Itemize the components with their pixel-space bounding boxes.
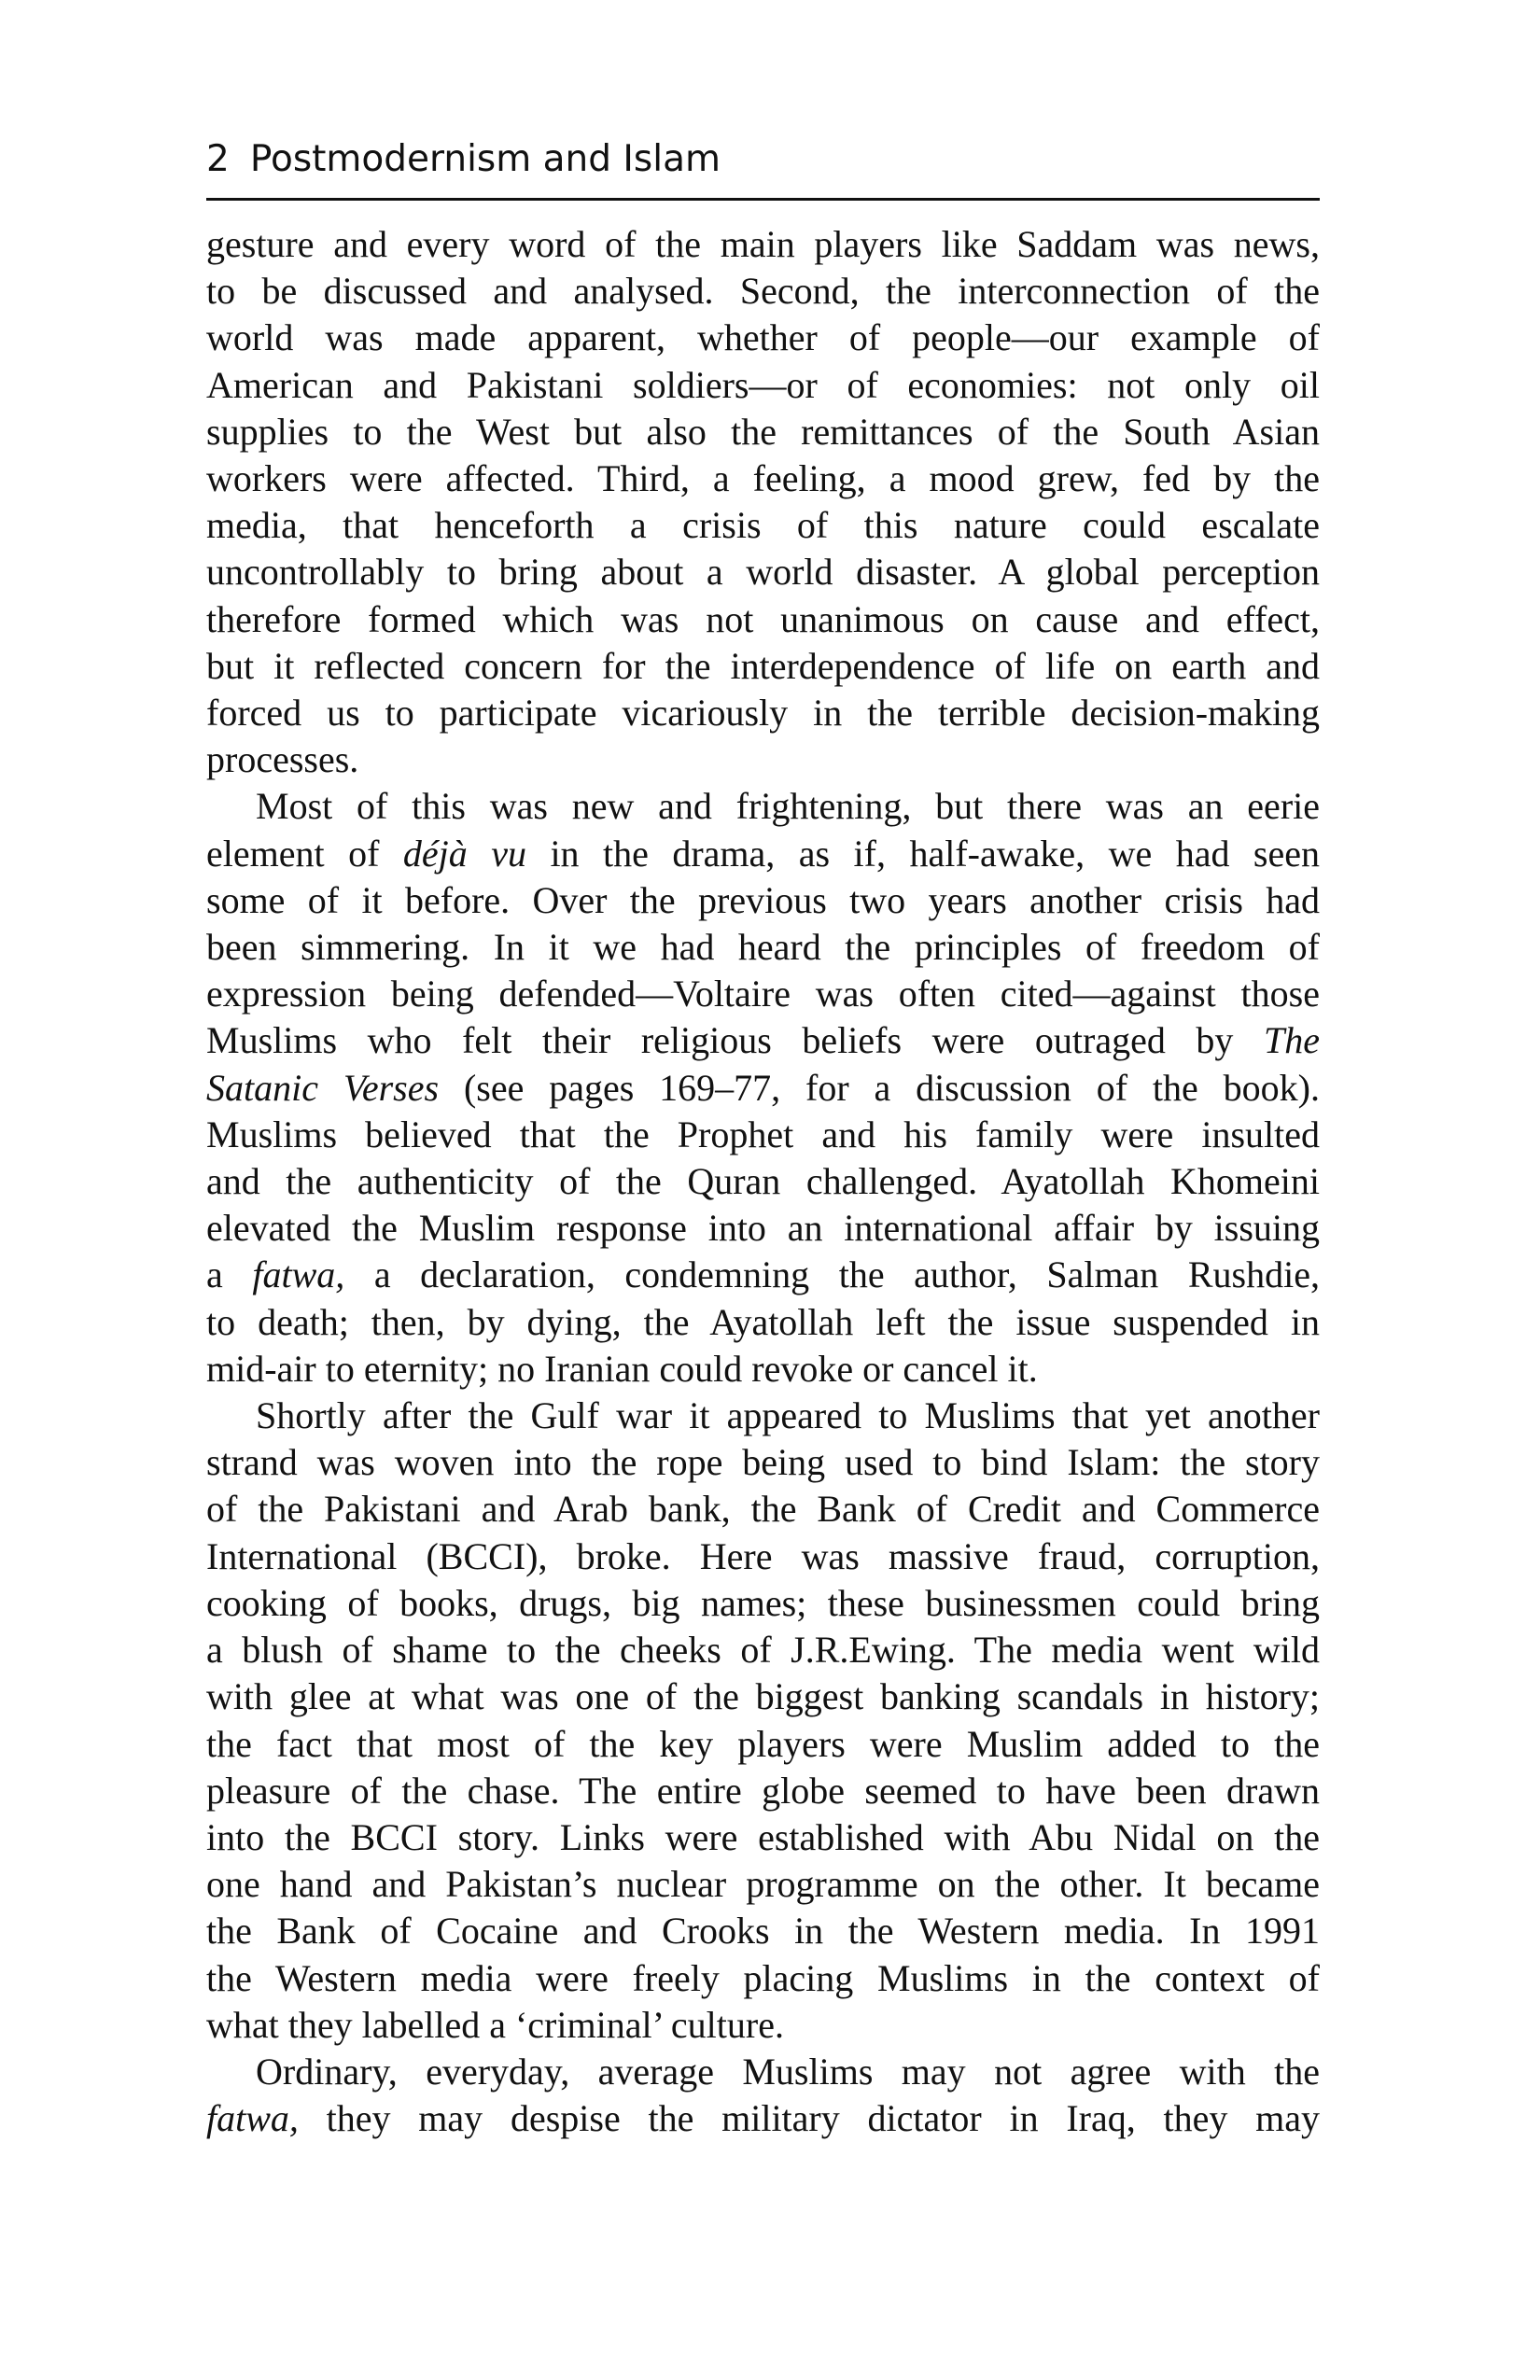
text-line bbox=[206, 1580, 1320, 1627]
text-run: to death; then, by dying, the Ayatollah left the issue suspended in bbox=[206, 1300, 1320, 1343]
text-line bbox=[206, 1017, 1320, 1064]
text-run: into the BCCI story. Links were established with Abu Nidal on the bbox=[206, 1815, 1320, 1858]
text-line bbox=[206, 409, 1320, 455]
text-line bbox=[206, 268, 1320, 315]
text-run: mid-air to eternity; no Iranian could revoke or cancel it. bbox=[206, 1347, 1038, 1390]
text-run: a blush of shame to the cheeks of J.R.Ewing. The media went wild bbox=[206, 1629, 1320, 1672]
text-line bbox=[206, 924, 1320, 971]
text-line bbox=[206, 1955, 1320, 2002]
text-line bbox=[206, 596, 1320, 643]
text-run: cooking of books, drugs, big names; these businessmen could bring bbox=[206, 1581, 1320, 1624]
text-run: in the drama, as if, half-awake, we had seen bbox=[525, 832, 1320, 875]
text-run: supplies to the West but also the remittances of the South Asian bbox=[206, 410, 1320, 453]
running-title: Postmodernism and Islam bbox=[249, 138, 721, 180]
text-run: world was made apparent, whether of people—our example of bbox=[206, 316, 1320, 359]
text-run: American and Pakistani soldiers—or of economies: not only oil bbox=[206, 363, 1320, 406]
italic-text: fatwa, bbox=[206, 2097, 299, 2140]
text-run: with glee at what was one of the biggest banking scandals in history; bbox=[206, 1675, 1320, 1718]
italic-text: déjà vu bbox=[402, 832, 526, 875]
text-line bbox=[206, 549, 1320, 595]
book-page bbox=[206, 140, 1320, 2142]
text-run: the Western media were freely placing Muslims in the context of bbox=[206, 1956, 1320, 1999]
text-run: Most of this was new and frightening, but there was an eerie bbox=[256, 785, 1320, 828]
text-line bbox=[206, 690, 1320, 736]
text-run: but it reflected concern for the interdependence of life on earth and bbox=[206, 644, 1320, 687]
running-header bbox=[206, 140, 1320, 201]
text-run: been simmering. In it we had heard the principles of freedom of bbox=[206, 926, 1320, 969]
text-line bbox=[206, 502, 1320, 549]
text-line bbox=[206, 1486, 1320, 1533]
text-line bbox=[206, 736, 1320, 783]
text-line bbox=[206, 1721, 1320, 1768]
text-run: media, that henceforth a crisis of this nature could escalate bbox=[206, 504, 1320, 547]
page-number: 2 bbox=[206, 138, 230, 180]
text-line bbox=[206, 1673, 1320, 1720]
text-run: expression being defended—Voltaire was often cited—against those bbox=[206, 973, 1320, 1015]
text-run: processes. bbox=[206, 738, 359, 781]
text-run: therefore formed which was not unanimous on cause and effect, bbox=[206, 597, 1320, 640]
text-line bbox=[206, 455, 1320, 502]
text-run: they may despise the military dictator in Iraq, they may bbox=[298, 2097, 1320, 2140]
text-line bbox=[206, 1768, 1320, 1814]
text-line bbox=[206, 1533, 1320, 1580]
text-line bbox=[206, 1252, 1320, 1298]
text-line bbox=[206, 1908, 1320, 1954]
text-run: the Bank of Cocaine and Crooks in the Western media. In 1991 bbox=[206, 1910, 1320, 1953]
text-run: strand was woven into the rope being used to bind Islam: the story bbox=[206, 1441, 1320, 1484]
text-run: and the authenticity of the Quran challenged. Ayatollah Khomeini bbox=[206, 1160, 1320, 1203]
text-line bbox=[206, 1814, 1320, 1861]
text-line bbox=[206, 362, 1320, 409]
text-run: uncontrollably to bring about a world disaster. A global perception bbox=[206, 551, 1320, 594]
text-line bbox=[206, 783, 1320, 830]
text-run: a bbox=[206, 1253, 253, 1296]
text-run: forced us to participate vicariously in the terrible decision-making bbox=[206, 692, 1320, 735]
text-run: workers were affected. Third, a feeling, a mood grew, fed by the bbox=[206, 457, 1320, 500]
text-line bbox=[206, 221, 1320, 268]
text-run: Muslims who felt their religious beliefs were outraged by bbox=[206, 1019, 1264, 1062]
text-line bbox=[206, 1158, 1320, 1205]
paragraph-p3 bbox=[206, 1393, 1320, 2049]
text-line bbox=[206, 971, 1320, 1017]
text-run: International (BCCI), broke. Here was massive fraud, corruption, bbox=[206, 1534, 1320, 1577]
text-line bbox=[206, 643, 1320, 690]
text-line bbox=[206, 1393, 1320, 1439]
text-run: of the Pakistani and Arab bank, the Bank of Credit and Commerce bbox=[206, 1488, 1320, 1531]
text-run: some of it before. Over the previous two years another crisis had bbox=[206, 878, 1320, 921]
paragraph-p1 bbox=[206, 221, 1320, 783]
text-line bbox=[206, 1346, 1320, 1393]
text-line bbox=[206, 1861, 1320, 1908]
text-line bbox=[206, 315, 1320, 361]
text-line bbox=[206, 1439, 1320, 1486]
text-run: gesture and every word of the main players like Saddam was news, bbox=[206, 223, 1320, 265]
text-line bbox=[206, 1299, 1320, 1346]
text-run: Muslims believed that the Prophet and his family were insulted bbox=[206, 1113, 1320, 1155]
text-line bbox=[206, 1112, 1320, 1158]
text-run: pleasure of the chase. The entire globe seemed to have been drawn bbox=[206, 1769, 1320, 1812]
text-line bbox=[206, 1627, 1320, 1673]
text-run: element of bbox=[206, 832, 403, 875]
text-line bbox=[206, 877, 1320, 924]
italic-text: The bbox=[1264, 1019, 1320, 1062]
text-line bbox=[206, 1065, 1320, 1112]
italic-text: fatwa, bbox=[252, 1253, 345, 1296]
text-run: the fact that most of the key players were Muslim added to the bbox=[206, 1722, 1320, 1765]
text-run: (see pages 169–77, for a discussion of the book). bbox=[439, 1066, 1320, 1109]
text-line bbox=[206, 1205, 1320, 1252]
paragraph-p4 bbox=[206, 2049, 1320, 2142]
text-run: one hand and Pakistan’s nuclear programme on the other. It became bbox=[206, 1863, 1320, 1906]
text-line bbox=[206, 2049, 1320, 2095]
body-text bbox=[206, 221, 1320, 2142]
paragraph-p2 bbox=[206, 783, 1320, 1393]
italic-text: Satanic Verses bbox=[206, 1066, 440, 1109]
text-run: what they labelled a ‘criminal’ culture. bbox=[206, 2003, 784, 2046]
text-run: Shortly after the Gulf war it appeared to Muslims that yet another bbox=[256, 1394, 1320, 1437]
text-run: elevated the Muslim response into an international affair by issuing bbox=[206, 1207, 1320, 1250]
text-line bbox=[206, 2095, 1320, 2142]
text-line bbox=[206, 2002, 1320, 2049]
text-run: Ordinary, everyday, average Muslims may not agree with the bbox=[256, 2050, 1320, 2093]
text-run: to be discussed and analysed. Second, the interconnection of the bbox=[206, 270, 1320, 313]
text-line bbox=[206, 831, 1320, 877]
text-run: a declaration, condemning the author, Salman Rushdie, bbox=[344, 1253, 1320, 1296]
